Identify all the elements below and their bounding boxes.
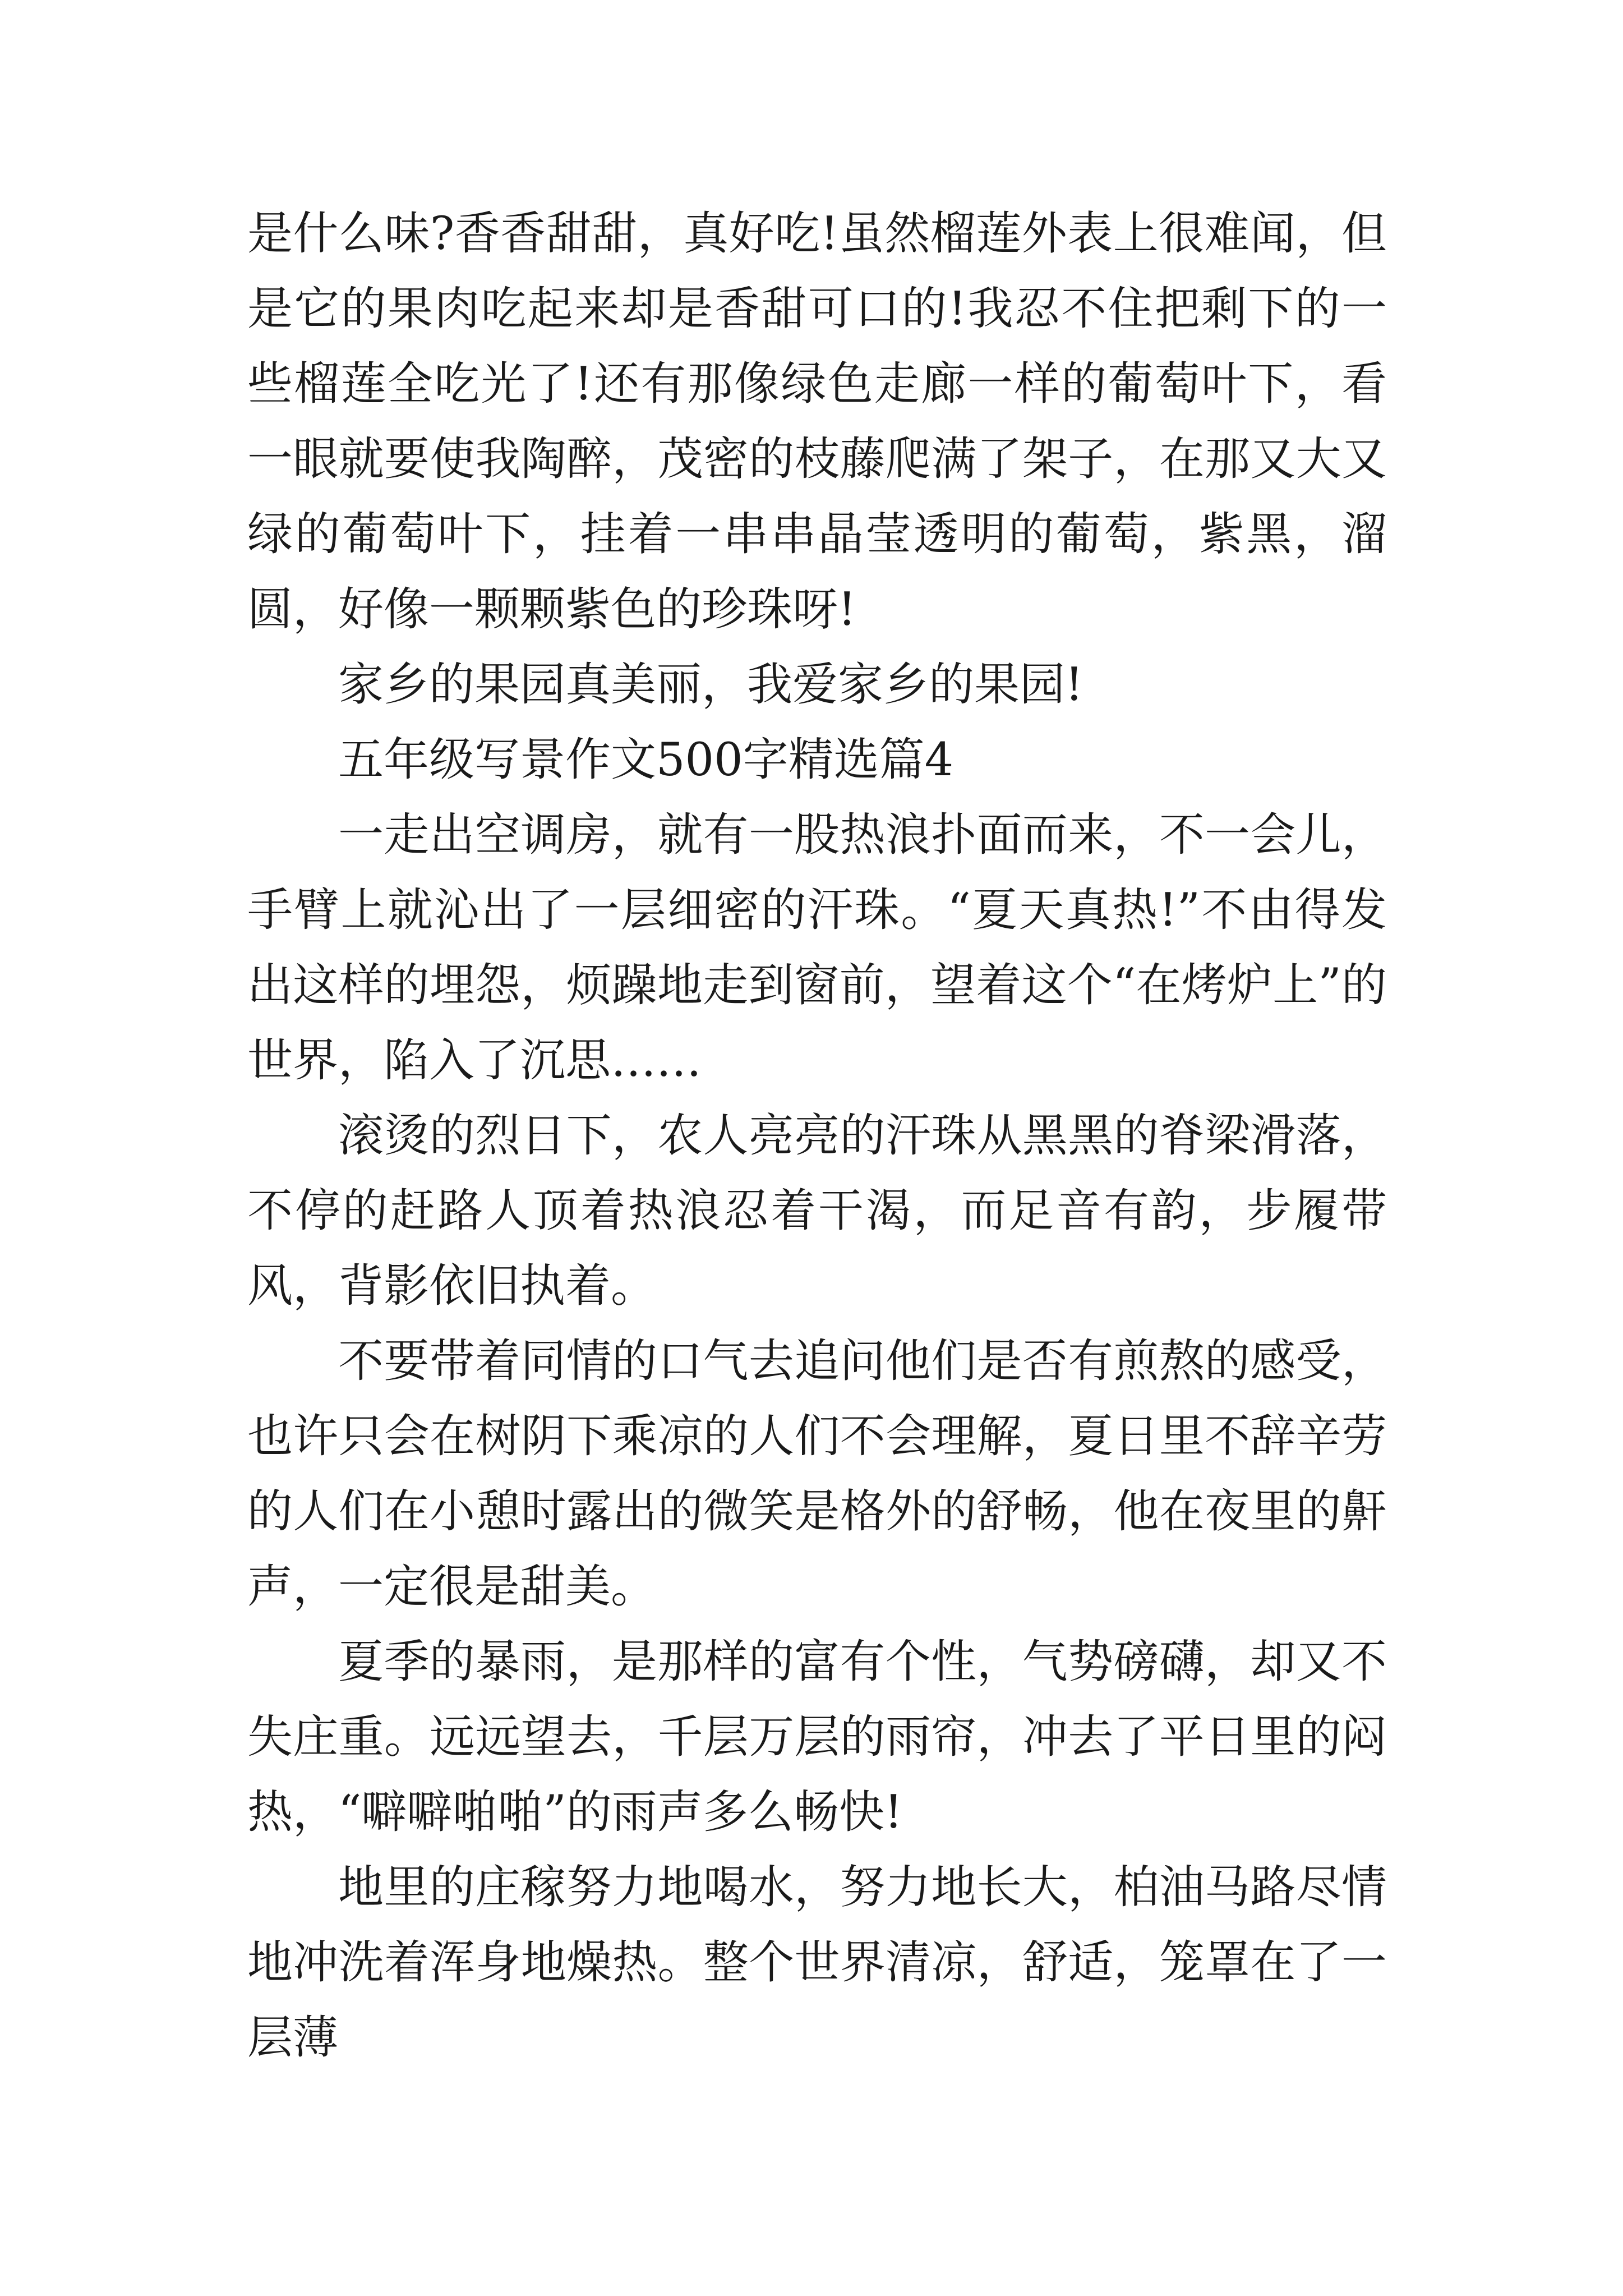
document-body <box>247 196 1387 2076</box>
paragraph-crops: 地里的庄稼努力地喝水，努力地长大，柏油马路尽情地冲洗着浑身地燥热。整个世界清凉，舒适，笼罩在了一层薄 <box>247 1861 1387 2064</box>
paragraph-heat-wave: 一走出空调房，就有一股热浪扑面而来，不一会儿，手臂上就沁出了一层细密的汗珠。“夏天真热!”不由得发出这样的埋怨，烦躁地走到窗前，望着这个“在烤炉上”的世界，陷入了沉思…… <box>247 809 1387 1087</box>
paragraph-rainstorm: 夏季的暴雨，是那样的富有个性，气势磅礴，却又不失庄重。远远望去，千层万层的雨帘，冲去了平日里的闷热，“噼噼啪啪”的雨声多么畅快! <box>247 1636 1387 1839</box>
paragraph-farmers: 滚烫的烈日下，农人亮亮的汗珠从黑黑的脊梁滑落，不停的赶路人顶着热浪忍着干渴，而足音有韵，步履带风，背影依旧执着。 <box>247 1110 1387 1313</box>
paragraph-love-orchard: 家乡的果园真美丽，我爱家乡的果园! <box>338 659 1083 711</box>
section-heading: 五年级写景作文500字精选篇4 <box>338 734 954 786</box>
paragraph-sympathy: 不要带着同情的口气去追问他们是否有煎熬的感受，也许只会在树阴下乘凉的人们不会理解，夏日里不辞辛劳的人们在小憩时露出的微笑是格外的舒畅，他在夜里的鼾声，一定很是甜美。 <box>247 1335 1387 1613</box>
paragraph-durian-grape: 是什么味?香香甜甜，真好吃!虽然榴莲外表上很难闻，但是它的果肉吃起来却是香甜可口的!我忍不住把剩下的一些榴莲全吃光了!还有那像绿色走廊一样的葡萄叶下，看一眼就要使我陶醉，茂密的枝藤爬满了架子，在那又大又绿的葡萄叶下，挂着一串串晶莹透明的葡萄，紫黑，溜圆，好像一颗颗紫色的珍珠呀! <box>247 208 1387 636</box>
